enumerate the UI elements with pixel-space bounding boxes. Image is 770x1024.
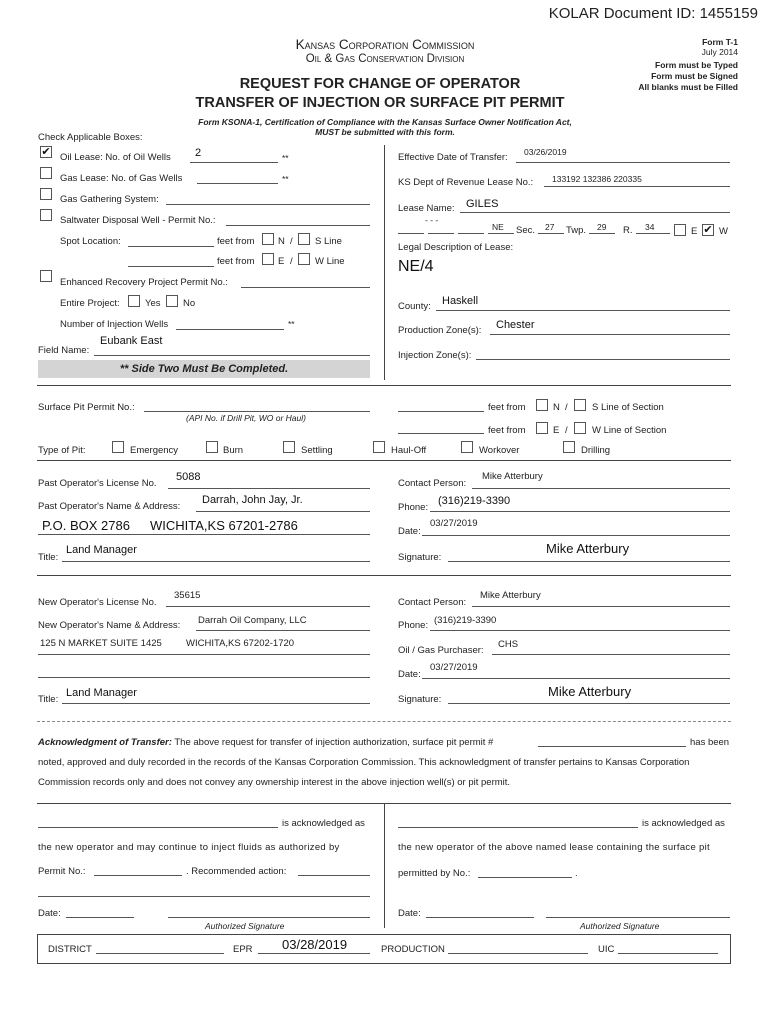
ack-right-date-line[interactable]: [426, 917, 534, 918]
ack-right-is-acknowledged: is acknowledged as: [642, 818, 725, 829]
range-w-label: W: [719, 226, 728, 237]
new-phone-label: Phone:: [398, 620, 429, 631]
form-date: July 2014: [701, 47, 738, 57]
divider-1: [37, 385, 731, 386]
field-name-label: Field Name:: [38, 345, 90, 356]
lease-name-line[interactable]: [460, 212, 730, 213]
ack-left-date-label: Date:: [38, 908, 61, 919]
past-name-value: Darrah, John Jay, Jr.: [202, 494, 303, 506]
entire-yes-checkbox[interactable]: [128, 295, 140, 307]
pit-type-drilling-checkbox[interactable]: [563, 441, 575, 453]
injection-wells-stars: **: [288, 319, 295, 329]
sec-value: 27: [545, 222, 555, 232]
production-zone-value: Chester: [496, 319, 535, 331]
past-license-line[interactable]: [168, 488, 370, 489]
footer-district-label: DISTRICT: [48, 944, 92, 955]
e-label: E: [278, 256, 285, 267]
gas-wells-stars: **: [282, 174, 289, 184]
agency-name: Kansas Corporation Commission: [295, 37, 475, 52]
swd-label: Saltwater Disposal Well - Permit No.:: [60, 215, 216, 226]
footer-production-label: PRODUCTION: [381, 944, 445, 955]
form-number: Form T-1: [702, 37, 738, 47]
pit-w-section-label: W Line of Section: [592, 425, 667, 436]
ack-recommended-label: . Recommended action:: [186, 866, 287, 877]
ack-right-auth-signature: Authorized Signature: [580, 921, 660, 931]
form-title-line1: REQUEST FOR CHANGE OF OPERATOR: [239, 76, 521, 92]
pit-slash-ew: /: [565, 425, 568, 436]
n-checkbox[interactable]: [262, 233, 274, 245]
division-name: Oil & Gas Conservation Division: [305, 53, 465, 65]
production-zone-line[interactable]: [490, 334, 730, 335]
legal-dashes: - - -: [425, 215, 439, 225]
w-checkbox[interactable]: [298, 253, 310, 265]
legal-q2-line[interactable]: [428, 233, 454, 234]
gas-lease-label: Gas Lease: No. of Gas Wells: [60, 173, 183, 184]
slash-ns: /: [290, 236, 293, 247]
pit-type-settling-checkbox[interactable]: [283, 441, 295, 453]
past-contact-line[interactable]: [472, 488, 730, 489]
oil-wells-line[interactable]: [190, 162, 278, 163]
legal-desc-label: Legal Description of Lease:: [398, 242, 514, 253]
lease-name-label: Lease Name:: [398, 203, 455, 214]
footer-uic-line[interactable]: [618, 953, 718, 954]
pit-s-section-label: S Line of Section: [592, 402, 664, 413]
pit-type-emergency-label: Emergency: [130, 445, 179, 456]
section-divider: [384, 145, 385, 380]
pit-w-checkbox[interactable]: [574, 422, 586, 434]
feet-from-ew: feet from: [217, 256, 255, 267]
past-phone-label: Phone:: [398, 502, 429, 513]
pit-type-drilling-label: Drilling: [581, 445, 611, 456]
pit-type-burn-label: Burn: [223, 445, 244, 456]
county-line[interactable]: [436, 310, 730, 311]
spot-ew-feet-line[interactable]: [128, 266, 214, 267]
injection-zone-line[interactable]: [476, 359, 730, 360]
gas-gathering-line[interactable]: [166, 204, 370, 205]
pit-type-emergency-checkbox[interactable]: [112, 441, 124, 453]
twp-label: Twp.: [566, 225, 587, 236]
new-contact-label: Contact Person:: [398, 597, 467, 608]
range-label: R.: [623, 225, 633, 236]
s-line-label: S Line: [315, 236, 342, 247]
new-license-value: 35615: [174, 590, 201, 601]
range-line[interactable]: [636, 233, 670, 234]
ack-title: Acknowledgment of Transfer:: [38, 737, 172, 748]
spot-location-label: Spot Location:: [60, 236, 121, 247]
check-boxes-label: Check Applicable Boxes:: [38, 132, 143, 143]
effective-date-value: 03/26/2019: [524, 147, 567, 157]
ks-lease-label: KS Dept of Revenue Lease No.:: [398, 177, 534, 188]
pit-feet-from-ew: feet from: [488, 425, 526, 436]
pit-type-workover-label: Workover: [479, 445, 520, 456]
new-date-line[interactable]: [422, 678, 730, 679]
range-value: 34: [645, 222, 655, 232]
oil-wells-stars: **: [282, 153, 289, 163]
pit-n-label: N: [553, 402, 560, 413]
past-name-line[interactable]: [196, 511, 370, 512]
past-date-line[interactable]: [422, 535, 730, 536]
injection-wells-label: Number of Injection Wells: [60, 319, 169, 330]
new-name-line[interactable]: [196, 630, 370, 631]
subtitle-line1: Form KSONA-1, Certification of Compliance with the Kansas Surface Owner Notification Act,: [198, 117, 572, 127]
side-two-notice: ** Side Two Must Be Completed.: [38, 360, 370, 378]
footer-epr-date: 03/28/2019: [282, 937, 348, 952]
past-address-city: WICHITA,KS 67201-2786: [150, 518, 298, 533]
past-address-line[interactable]: [38, 534, 370, 535]
new-title-value: Land Manager: [66, 687, 137, 699]
entire-yes-label: Yes: [145, 298, 161, 309]
county-value: Haskell: [442, 295, 479, 307]
new-signature-label: Signature:: [398, 694, 442, 705]
new-address-city: WICHITA,KS 67202-1720: [186, 638, 295, 649]
ack-right-operator-line[interactable]: [398, 827, 638, 828]
pit-type-settling-label: Settling: [301, 445, 333, 456]
past-date-value: 03/27/2019: [430, 518, 478, 529]
injection-wells-line[interactable]: [176, 329, 284, 330]
county-label: County:: [398, 301, 431, 312]
past-contact-value: Mike Atterbury: [482, 471, 543, 482]
pit-ns-feet-line[interactable]: [398, 411, 484, 412]
field-name-line[interactable]: [94, 355, 370, 356]
gas-lease-checkbox[interactable]: [40, 167, 52, 179]
oil-lease-checkbox[interactable]: ✔: [41, 146, 51, 158]
ack-left-permit-line[interactable]: [94, 875, 182, 876]
ack-left-signature-line[interactable]: [168, 917, 370, 918]
new-title-line[interactable]: [62, 703, 370, 704]
effective-date-line[interactable]: [516, 162, 730, 163]
ack-left-permit-label: Permit No.:: [38, 866, 86, 877]
past-name-label: Past Operator's Name & Address:: [38, 501, 181, 512]
ack-has-been: has been: [690, 737, 730, 748]
footer-epr-line[interactable]: [258, 953, 370, 954]
pit-permit-label: Surface Pit Permit No.:: [38, 402, 135, 413]
n-label: N: [278, 236, 285, 247]
divider-3: [37, 575, 731, 576]
legal-quarter-value: NE: [492, 222, 504, 232]
requirement-typed: Form must be Typed: [655, 60, 738, 70]
ack-right-permitted-label: permitted by No.:: [398, 868, 471, 879]
entire-no-label: No: [183, 298, 196, 309]
legal-q3-line[interactable]: [458, 233, 484, 234]
pit-permit-hint: (API No. if Drill Pit, WO or Haul): [186, 413, 306, 423]
pit-e-label: E: [553, 425, 560, 436]
eor-checkbox[interactable]: [40, 270, 52, 282]
ack-right-permitted-line[interactable]: [478, 877, 572, 878]
pit-type-hauloff-checkbox[interactable]: [373, 441, 385, 453]
new-date-label: Date:: [398, 669, 421, 680]
ack-right-signature-line[interactable]: [546, 917, 730, 918]
twp-value: 29: [597, 222, 607, 232]
twp-line[interactable]: [589, 233, 615, 234]
new-address-street: 125 N MARKET SUITE 1425: [40, 638, 162, 649]
past-phone-line[interactable]: [430, 511, 730, 512]
new-address-line1[interactable]: [38, 654, 370, 655]
new-signature-line[interactable]: [448, 703, 730, 704]
ack-left-extra-line[interactable]: [38, 896, 370, 897]
ack-divider: [384, 803, 385, 928]
legal-desc-value: NE/4: [398, 258, 434, 275]
ack-left-date-line[interactable]: [66, 917, 134, 918]
past-contact-label: Contact Person:: [398, 478, 467, 489]
past-title-label: Title:: [38, 552, 59, 563]
entire-no-checkbox[interactable]: [166, 295, 178, 307]
footer-epr-label: EPR: [233, 944, 253, 955]
ack-left-is-acknowledged: is acknowledged as: [282, 818, 365, 829]
e-checkbox[interactable]: [262, 253, 274, 265]
sec-label: Sec.: [516, 225, 536, 236]
oil-wells-value: 2: [195, 147, 202, 159]
pit-feet-from-ns: feet from: [488, 402, 526, 413]
range-e-label: E: [691, 226, 698, 237]
range-w-checkbox[interactable]: ✔: [703, 224, 713, 236]
divider-2: [37, 460, 731, 461]
pit-type-hauloff-label: Haul-Off: [391, 445, 427, 456]
slash-ew: /: [290, 256, 293, 267]
pit-type-workover-checkbox[interactable]: [461, 441, 473, 453]
ack-right-date-label: Date:: [398, 908, 421, 919]
pit-n-checkbox[interactable]: [536, 399, 548, 411]
gas-wells-line[interactable]: [197, 183, 278, 184]
past-phone-value: (316)219-3390: [438, 495, 511, 507]
ack-line3: Commission records only and does not convey any ownership interest in the above injection well(s) or pit permit.: [38, 777, 511, 788]
requirement-signed: Form must be Signed: [651, 71, 738, 81]
new-purchaser-label: Oil / Gas Purchaser:: [398, 645, 484, 656]
document-id: KOLAR Document ID: 1455159: [548, 5, 758, 22]
new-name-label: New Operator's Name & Address:: [38, 620, 181, 631]
ack-recommended-line[interactable]: [298, 875, 370, 876]
swd-checkbox[interactable]: [40, 209, 52, 221]
pit-slash-ns: /: [565, 402, 568, 413]
new-phone-line[interactable]: [430, 630, 730, 631]
footer-district-line[interactable]: [96, 953, 224, 954]
legal-q4-line[interactable]: [488, 233, 514, 234]
footer-uic-label: UIC: [598, 944, 615, 955]
new-name-value: Darrah Oil Company, LLC: [198, 615, 307, 626]
new-license-line[interactable]: [166, 606, 370, 607]
new-signature-value: Mike Atterbury: [548, 684, 632, 699]
past-signature-label: Signature:: [398, 552, 442, 563]
form-title-line2: TRANSFER OF INJECTION OR SURFACE PIT PERMIT: [195, 95, 565, 111]
past-address-street: P.O. BOX 2786: [42, 518, 130, 533]
subtitle-line2: MUST be submitted with this form.: [315, 127, 455, 137]
oil-lease-label: Oil Lease: No. of Oil Wells: [60, 152, 171, 163]
cut-line: [37, 721, 731, 722]
gas-gathering-label: Gas Gathering System:: [60, 194, 159, 205]
w-line-label: W Line: [315, 256, 345, 267]
field-name-value: Eubank East: [100, 335, 163, 347]
effective-date-label: Effective Date of Transfer:: [398, 152, 508, 163]
new-contact-value: Mike Atterbury: [480, 590, 541, 601]
ack-permit-line[interactable]: [538, 746, 686, 747]
pit-s-checkbox[interactable]: [574, 399, 586, 411]
ks-lease-value: 133192 132386 220335: [552, 174, 642, 184]
ack-text1: The above request for transfer of injection authorization, surface pit permit #: [174, 737, 494, 748]
footer-production-line[interactable]: [448, 953, 588, 954]
past-title-line[interactable]: [62, 561, 370, 562]
past-signature-value: Mike Atterbury: [546, 541, 630, 556]
pit-permit-line[interactable]: [144, 411, 370, 412]
legal-q1-line[interactable]: [398, 233, 424, 234]
ack-left-auth-signature: Authorized Signature: [205, 921, 285, 931]
past-title-value: Land Manager: [66, 544, 137, 556]
eor-label: Enhanced Recovery Project Permit No.:: [60, 277, 228, 288]
ack-left-new-operator: the new operator and may continue to inject fluids as authorized by: [38, 842, 340, 853]
injection-zone-label: Injection Zone(s):: [398, 350, 472, 361]
new-purchaser-value: CHS: [498, 639, 519, 650]
ack-line2: noted, approved and duly recorded in the records of the Kansas Corporation Commission. This acknowledgment of transfer pertains to Kansas Corporation: [38, 757, 690, 768]
ks-lease-line[interactable]: [544, 186, 730, 187]
new-contact-line[interactable]: [472, 606, 730, 607]
new-license-label: New Operator's License No.: [38, 597, 157, 608]
past-license-label: Past Operator's License No.: [38, 478, 157, 489]
lease-name-value: GILES: [466, 198, 499, 210]
pit-e-checkbox[interactable]: [536, 422, 548, 434]
pit-type-burn-checkbox[interactable]: [206, 441, 218, 453]
new-title-label: Title:: [38, 694, 59, 705]
production-zone-label: Production Zone(s):: [398, 325, 482, 336]
ack-line1: [38, 737, 493, 748]
eor-permit-line[interactable]: [241, 287, 370, 288]
new-phone-value: (316)219-3390: [434, 615, 497, 626]
past-signature-line[interactable]: [448, 561, 730, 562]
s-checkbox[interactable]: [298, 233, 310, 245]
ack-left-operator-line[interactable]: [38, 827, 278, 828]
range-e-checkbox[interactable]: [674, 224, 686, 236]
pit-ew-feet-line[interactable]: [398, 433, 484, 434]
new-address-line2[interactable]: [38, 677, 370, 678]
past-license-value: 5088: [176, 471, 201, 483]
pit-type-label: Type of Pit:: [38, 445, 86, 456]
entire-project-label: Entire Project:: [60, 298, 120, 309]
ack-right-period: .: [575, 868, 578, 879]
spot-ns-feet-line[interactable]: [128, 246, 214, 247]
requirement-filled: All blanks must be Filled: [638, 82, 738, 92]
gas-gathering-checkbox[interactable]: [40, 188, 52, 200]
sec-line[interactable]: [538, 233, 564, 234]
new-date-value: 03/27/2019: [430, 662, 478, 673]
feet-from-ns: feet from: [217, 236, 255, 247]
swd-permit-line[interactable]: [226, 225, 370, 226]
past-date-label: Date:: [398, 526, 421, 537]
ack-right-new-operator: the new operator of the above named lease containing the surface pit: [398, 842, 710, 853]
new-purchaser-line[interactable]: [492, 654, 730, 655]
